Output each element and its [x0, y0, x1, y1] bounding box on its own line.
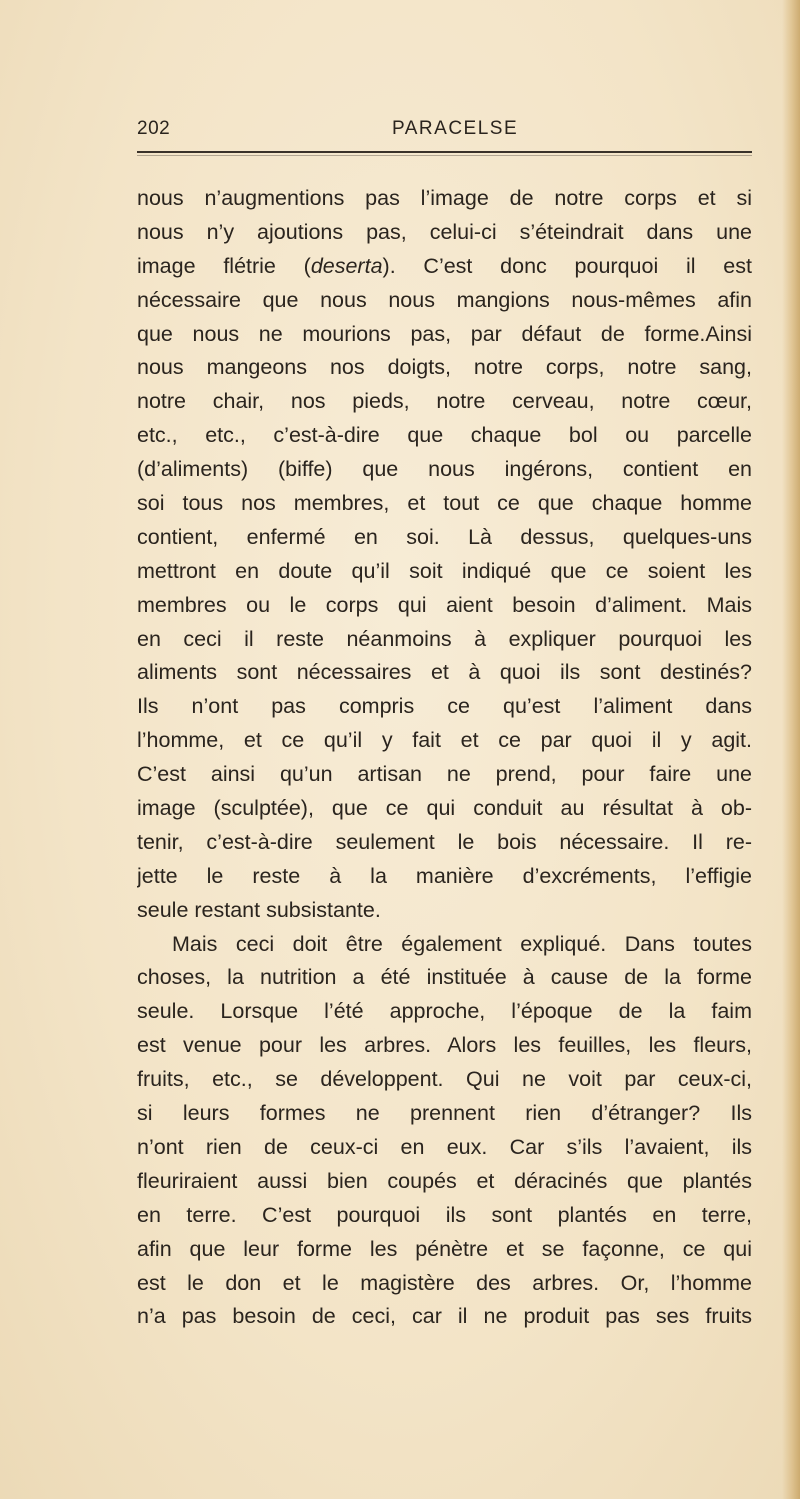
italic-term: deserta: [310, 253, 383, 278]
text-line: image flétrie (deserta). C’est donc pourquoi il est: [137, 253, 752, 278]
text-line: est le don et le magistère des arbres. Or, l’homme: [137, 1270, 752, 1295]
text-line: mettront en doute qu’il soit indiqué que ce soient les: [137, 558, 752, 583]
text-line: nous n’augmentions pas l’image de notre corps et si: [137, 186, 752, 210]
text-line: seule restant subsistante.: [137, 897, 381, 922]
text-line: image (sculptée), que ce qui conduit au résultat à ob-: [137, 796, 752, 821]
header-rule: [137, 151, 752, 153]
text-line: en terre. C’est pourquoi ils sont plantés en terre,: [137, 1202, 752, 1227]
text-line: fruits, etc., se développent. Qui ne voit par ceux-ci,: [137, 1067, 752, 1092]
text-line: C’est ainsi qu’un artisan ne prend, pour faire une: [137, 762, 752, 787]
text-line: choses, la nutrition a été instituée à cause de la forme: [137, 965, 752, 990]
text-line: membres ou le corps qui aient besoin d’aliment. Mais: [137, 592, 752, 617]
text-line: nous mangeons nos doigts, notre corps, notre sang,: [137, 355, 752, 380]
text-line: n’a pas besoin de ceci, car il ne produit pas ses fruits: [137, 1304, 752, 1329]
text-line: en ceci il reste néanmoins à expliquer pourquoi les: [137, 626, 752, 651]
running-title: PARACELSE: [392, 118, 519, 139]
text-line: etc., etc., c’est-à-dire que chaque bol ou parcelle: [137, 423, 752, 448]
text-line: afin que leur forme les pénètre et se façonne, ce qui: [137, 1236, 752, 1261]
text-line: tenir, c’est-à-dire seulement le bois nécessaire. Il re-: [137, 829, 752, 854]
text-line: n’ont rien de ceux-ci en eux. Car s’ils l’avaient, ils: [137, 1134, 752, 1159]
text-line: l’homme, et ce qu’il y fait et ce par quoi il y agit.: [137, 728, 752, 753]
text-line: aliments sont nécessaires et à quoi ils sont destinés?: [137, 660, 752, 685]
text-line: jette le reste à la manière d’excréments, l’effigie: [137, 863, 752, 888]
text-line: est venue pour les arbres. Alors les feuilles, les fleurs,: [137, 1033, 752, 1058]
page-edge-shading: [782, 0, 800, 1499]
page-header: [137, 114, 752, 148]
body-text: [137, 182, 752, 1334]
text-line: Ils n’ont pas compris ce qu’est l’aliment dans: [137, 694, 752, 719]
text-line: notre chair, nos pieds, notre cerveau, notre cœur,: [137, 389, 752, 414]
page-number: 202: [137, 118, 171, 139]
text-line: si leurs formes ne prennent rien d’étranger? Ils: [137, 1101, 752, 1126]
text-line: nécessaire que nous nous mangions nous-mêmes afin: [137, 287, 752, 312]
text-line: fleuriraient aussi bien coupés et déracinés que plantés: [137, 1168, 752, 1193]
text-line: nous n’y ajoutions pas, celui-ci s’éteindrait dans une: [137, 219, 752, 244]
text-line: soi tous nos membres, et tout ce que chaque homme: [137, 491, 752, 516]
text-line: Mais ceci doit être également expliqué. Dans toutes: [172, 931, 752, 956]
text-line: (d’aliments) (biffe) que nous ingérons, contient en: [137, 457, 752, 482]
text-line: que nous ne mourions pas, par défaut de forme.Ainsi: [137, 321, 752, 346]
header-rule-shadow: [137, 155, 752, 156]
text-line: contient, enfermé en soi. Là dessus, quelques-uns: [137, 524, 752, 549]
text-line: seule. Lorsque l’été approche, l’époque de la faim: [137, 999, 752, 1024]
